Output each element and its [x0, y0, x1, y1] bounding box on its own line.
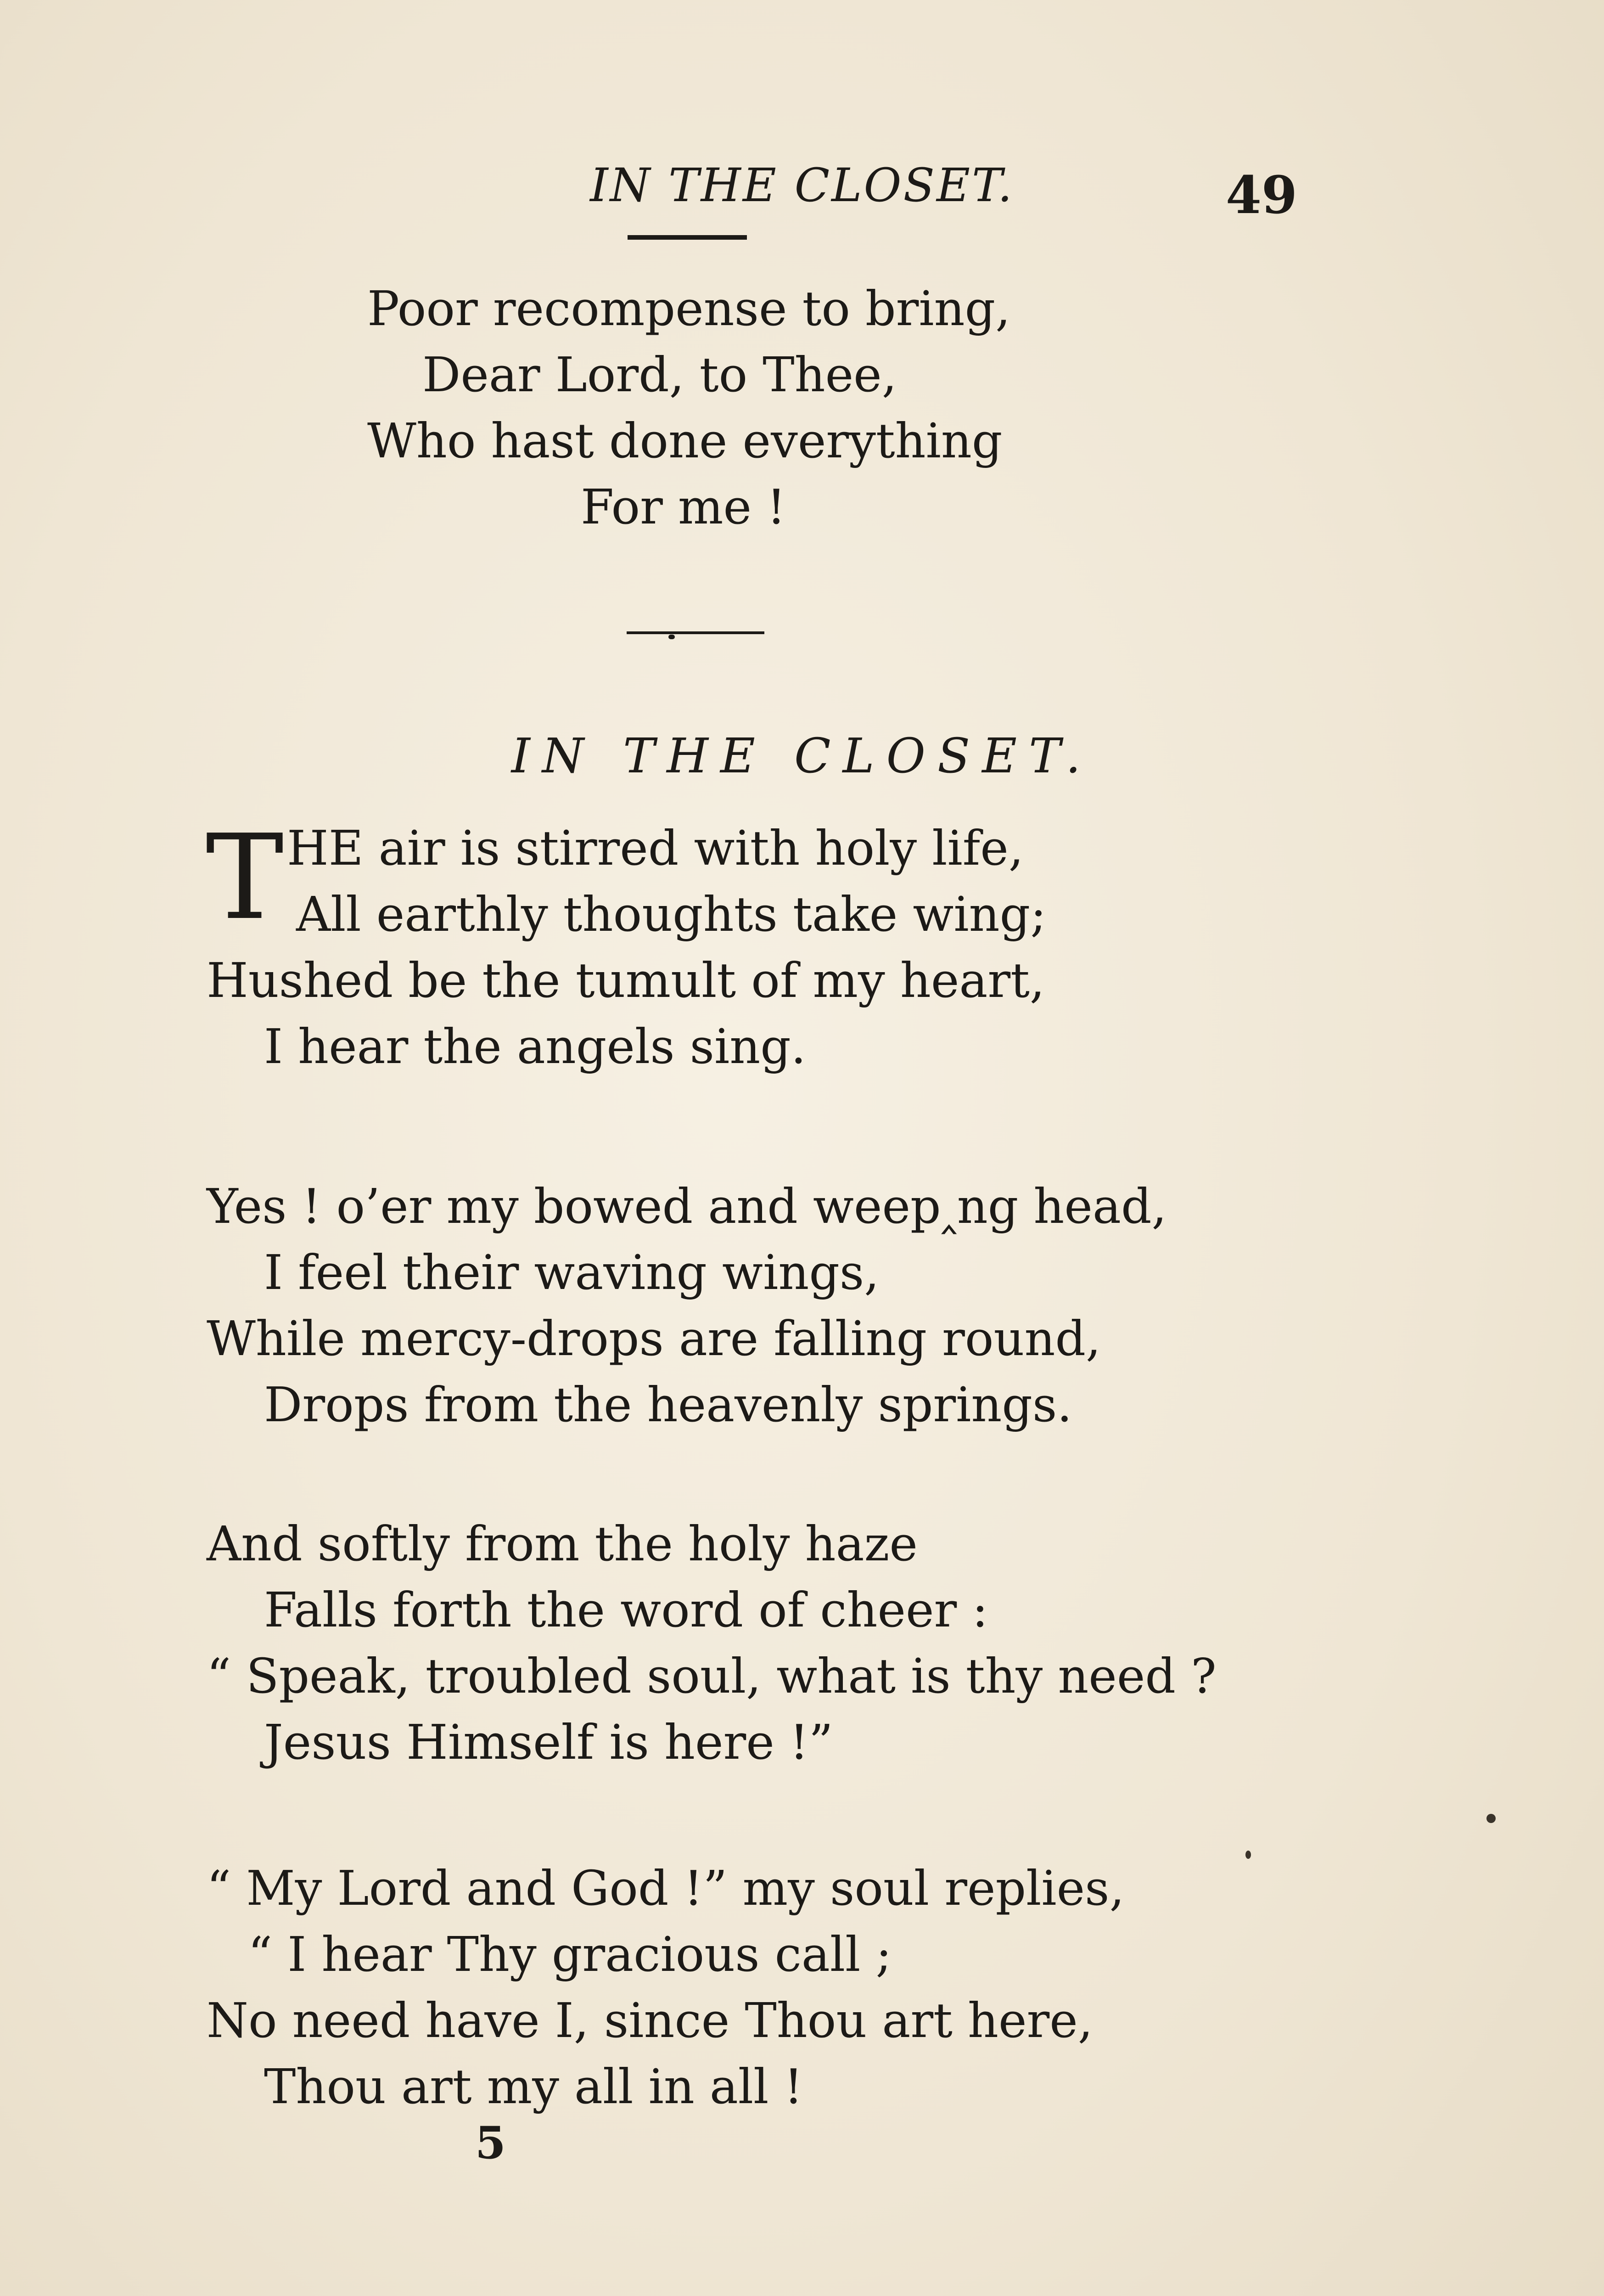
verse-line: Dear Lord, to Thee, — [422, 347, 897, 403]
verse-line: Falls forth the word of cheer : — [264, 1582, 988, 1638]
verse-line: While mercy-drops are falling round, — [207, 1311, 1101, 1367]
verse-line: “ My Lord and God !” my soul replies, — [207, 1860, 1125, 1916]
verse-line: Poor recompense to bring, — [367, 281, 1011, 337]
paper-spot — [1245, 1851, 1251, 1859]
drop-cap: T — [206, 810, 284, 946]
verse-line: No need have I, since Thou art here, — [207, 1992, 1093, 2048]
verse-line: Who hast done everything — [367, 413, 1003, 469]
running-head: IN THE CLOSET. — [590, 158, 1014, 212]
verse-line: “ Speak, troubled soul, what is thy need ? — [207, 1648, 1217, 1704]
stanza-2 — [207, 1173, 1167, 1438]
stanza-1 — [206, 810, 1047, 1080]
verse-line: Yes ! o’er my bowed and weep‸ng head, — [207, 1178, 1167, 1234]
divider-ornament — [668, 635, 675, 639]
verse-line: I feel their waving wings, — [264, 1244, 880, 1300]
verse-line: Drops from the heavenly springs. — [264, 1377, 1072, 1433]
verse-line: “ I hear Thy gracious call ; — [248, 1926, 892, 1982]
paper-spot — [1486, 1814, 1496, 1823]
verse-line: And softly from the holy haze — [207, 1516, 918, 1572]
header-rule — [628, 235, 747, 240]
verse-line: Jesus Himself is here !” — [264, 1714, 833, 1770]
verse-line: Hushed be the tumult of my heart, — [207, 952, 1045, 1008]
page-number: 49 — [1226, 165, 1297, 225]
stanza-4 — [207, 1855, 1125, 2120]
verse-line: All earthly thoughts take wing; — [296, 886, 1047, 942]
closing-stanza — [367, 276, 1010, 540]
verse-line: For me ! — [581, 479, 786, 535]
verse-line: HE air is stirred with holy life, — [287, 820, 1024, 876]
verse-line: Thou art my all in all ! — [264, 2059, 803, 2115]
stanza-3 — [207, 1511, 1217, 1775]
section-divider — [627, 631, 764, 637]
verse-line: I hear the angels sing. — [264, 1019, 806, 1075]
signature-mark: 5 — [475, 2117, 506, 2169]
poem-title: IN THE CLOSET. — [511, 728, 1093, 784]
